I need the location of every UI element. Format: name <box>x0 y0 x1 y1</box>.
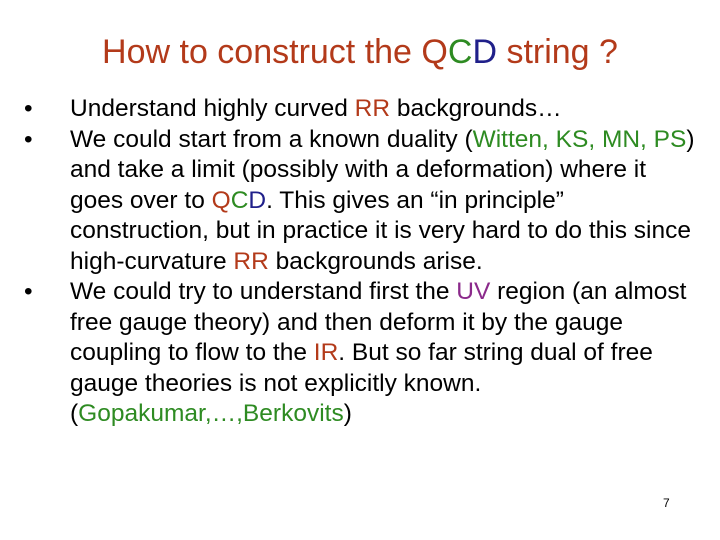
title-q: Q <box>421 33 448 71</box>
bullet-2-authors: Witten, KS, MN, PS <box>472 125 687 153</box>
bullet-3-uv: UV <box>456 278 491 305</box>
bullet-2-c: C <box>230 186 249 214</box>
bullet-2-text-mid2: . This gives an “in principle” construction, but in practice it is very hard to do this since high-curvature <box>70 186 691 275</box>
title-text-end: string ? <box>497 33 618 71</box>
bullet-3-text-mid2: . But so far string dual of free gauge theories is not explicitly known. ( <box>70 339 653 427</box>
bullet-1-rr: RR <box>354 95 391 122</box>
bullet-1-text: Understand highly curved <box>70 95 355 122</box>
bullet-marker: • <box>24 125 33 153</box>
bullet-2-q: Q <box>211 186 231 214</box>
page-number: 7 <box>663 496 670 510</box>
slide-title <box>0 30 720 74</box>
title-c: C <box>447 33 473 71</box>
bullet-item-1 <box>24 94 704 125</box>
bullet-3-authors: Gopakumar,…,Berkovits <box>78 400 344 427</box>
title-d: D <box>472 33 497 71</box>
bullet-1-text-end: backgrounds… <box>390 95 562 122</box>
bullet-item-3 <box>24 277 704 430</box>
bullet-3-text: We could try to understand first the <box>70 278 457 305</box>
bullet-2-text-mid: ) and take a limit (possibly with a deformation) where it goes over to <box>70 125 695 214</box>
bullet-list <box>24 94 704 430</box>
bullet-marker: • <box>24 278 33 305</box>
bullet-2-text: We could start from a known duality ( <box>70 125 473 153</box>
bullet-item-2 <box>24 125 704 278</box>
bullet-2-d: D <box>248 186 267 214</box>
bullet-3-ir: IR <box>313 339 339 366</box>
title-text-start: How to construct the <box>102 33 422 71</box>
bullet-3-text-mid: region (an almost free gauge theory) and then deform it by the gauge coupling to flow to the <box>70 278 687 366</box>
bullet-2-rr: RR <box>233 247 269 275</box>
bullet-3-text-end: ) <box>343 400 352 427</box>
bullet-marker: • <box>24 95 33 122</box>
bullet-2-text-end: backgrounds arise. <box>268 247 483 275</box>
